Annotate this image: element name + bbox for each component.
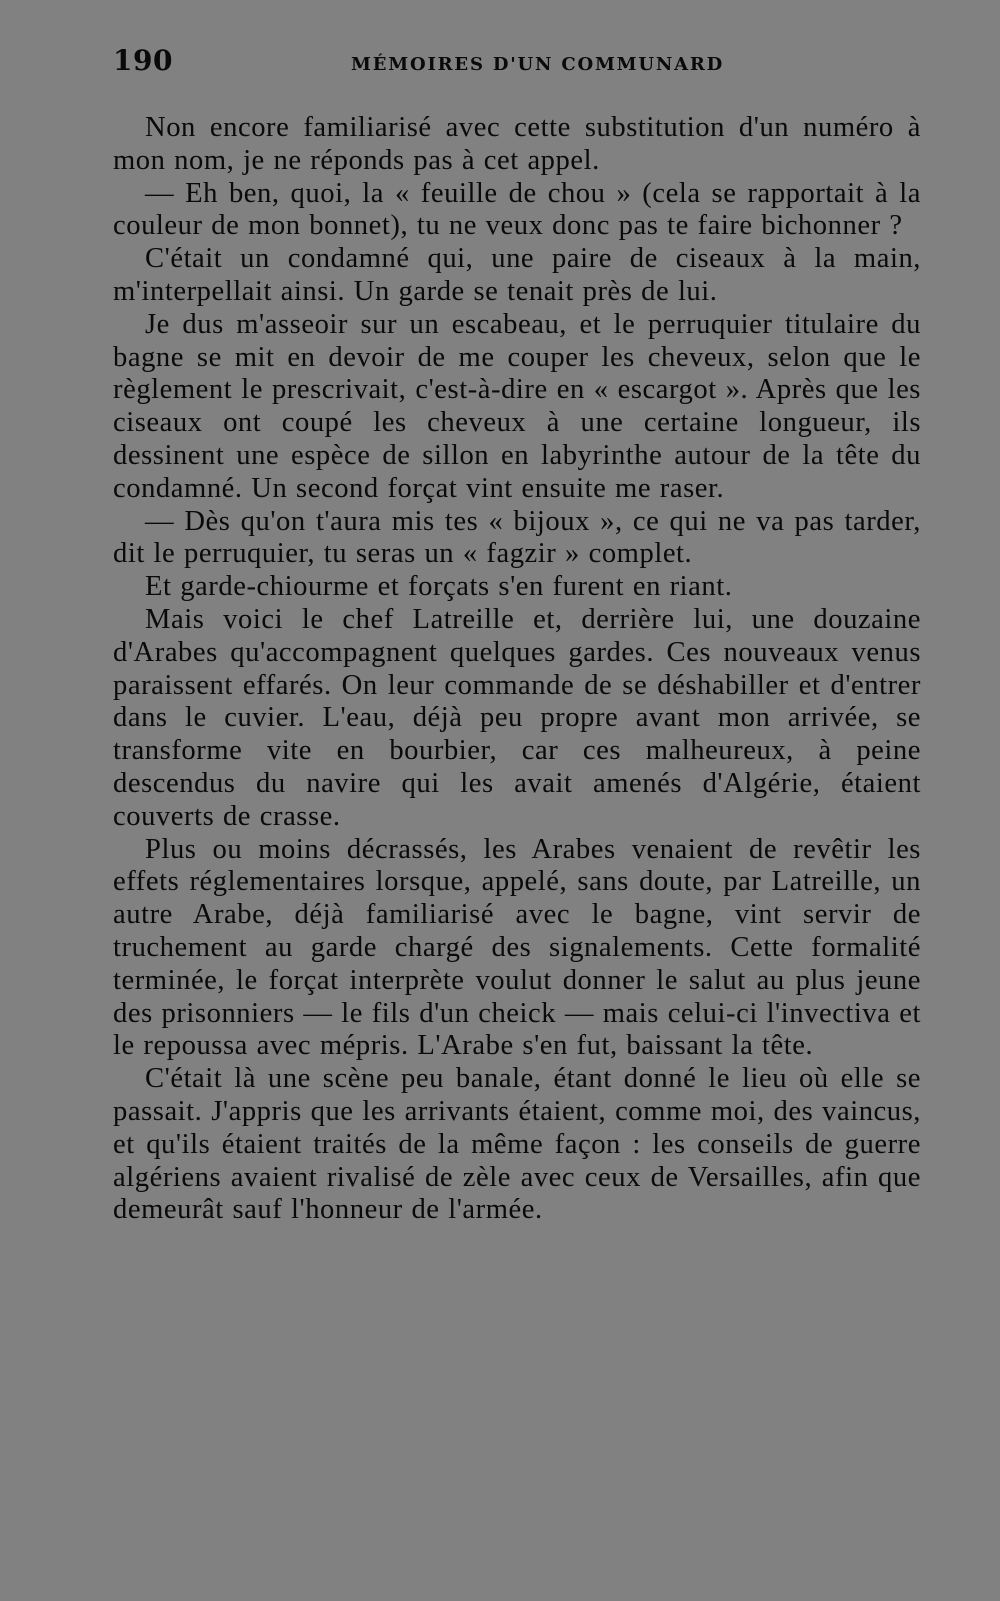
paragraph-6: Et garde-chiourme et forçats s'en furent en riant. bbox=[145, 571, 733, 603]
paragraph-7: Mais voici le chef Latreille et, derrière lui, une douzaine d'Arabes qu'accompagnent quelques gardes. Ces nouveaux venus paraissent effarés. On leur commande de se déshabiller et d'entrer dans le cuvier. L'eau, déjà peu propre avant mon arrivée, se transforme vite en bourbier, car ces malheureux, à peine descendus du navire qui les avait amenés d'Algérie, étaient couverts de crasse. bbox=[113, 603, 921, 832]
running-head bbox=[113, 44, 921, 80]
running-title: MÉMOIRES D'UN COMMUNARD bbox=[351, 54, 725, 75]
paragraph-3: C'était un condamné qui, une paire de ciseaux à la main, m'interpellait ainsi. Un garde se tenait près de lui. bbox=[113, 243, 921, 307]
paragraph-4: Je dus m'asseoir sur un escabeau, et le perruquier titulaire du bagne se mit en devoir de me couper les cheveux, selon que le règlement le prescrivait, c'est-à-dire en « escargot ». Après que les ciseaux ont coupé les cheveux à une certaine longueur, ils dessinent une espèce de sillon en labyrinthe autour de la tête du condamné. Un second forçat vint ensuite me raser. bbox=[113, 308, 921, 504]
paragraph-8: Plus ou moins décrassés, les Arabes venaient de revêtir les effets réglementaires lorsque, appelé, sans doute, par Latreille, un autre Arabe, déjà familiarisé avec le bagne, vint servir de truchement au garde chargé des signalements. Cette formalité terminée, le forçat interprète voulut donner le salut au plus jeune des prisonniers — le fils d'un cheick — mais celui-ci l'invectiva et le repoussa avec mépris. L'Arabe s'en fut, baissant la tête. bbox=[113, 833, 921, 1062]
page-number: 190 bbox=[113, 44, 173, 77]
paragraph-9: C'était là une scène peu banale, étant donné le lieu où elle se passait. J'appris que les arrivants étaient, comme moi, des vaincus, et qu'ils étaient traités de la même façon : les conseils de guerre algériens avaient rivalisé de zèle avec ceux de Versailles, afin que demeurât sauf l'honneur de l'armée. bbox=[113, 1063, 921, 1226]
paragraph-5: — Dès qu'on t'aura mis tes « bijoux », ce qui ne va pas tarder, dit le perruquier, tu seras un « fagzir » complet. bbox=[113, 505, 921, 570]
body-text bbox=[113, 112, 921, 1227]
paragraph-1: Non encore familiarisé avec cette substitution d'un numéro à mon nom, je ne réponds pas à cet appel. bbox=[113, 112, 921, 176]
paragraph-2: — Eh ben, quoi, la « feuille de chou » (cela se rapportait à la couleur de mon bonnet), tu ne veux donc pas te faire bichonner ? bbox=[113, 177, 921, 242]
